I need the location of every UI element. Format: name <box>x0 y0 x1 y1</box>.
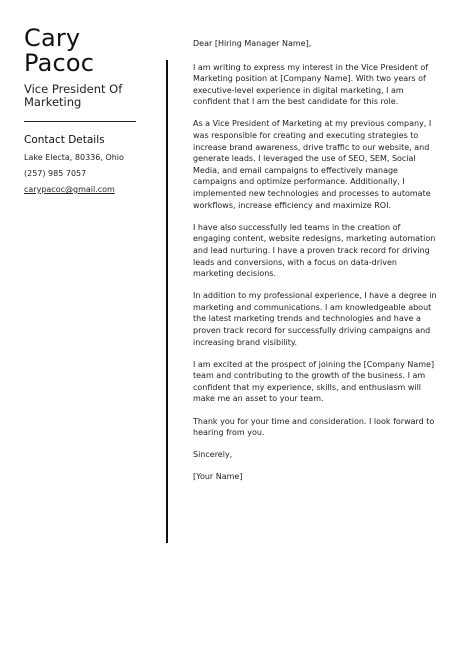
contact-heading: Contact Details <box>24 134 105 146</box>
letter-closing: Sincerely, <box>193 450 233 460</box>
letter-paragraph: Thank you for your time and consideration. I look forward to hearing from you. <box>193 416 435 438</box>
sidebar-divider <box>24 121 136 122</box>
letter-paragraph: I am excited at the prospect of joining the [Company Name] team and contributing to the growth of the business. I am confident that my experience, skills, and enthusiasm will make me an asset to your team. <box>193 359 435 404</box>
last-name: Pacoc <box>24 49 95 77</box>
job-title: Vice President Of Marketing <box>24 82 123 109</box>
contact-phone: (257) 985 7057 <box>24 169 87 178</box>
vertical-divider <box>166 60 168 543</box>
letter-body <box>193 38 438 493</box>
letter-signature: [Your Name] <box>193 472 243 482</box>
letter-paragraph: In addition to my professional experience, I have a degree in marketing and communications. I am knowledgeable about the latest marketing trends and technologies and have a proven track record for successfully driving campaigns and increasing brand visibility. <box>193 291 437 347</box>
first-name: Cary <box>24 24 81 52</box>
letter-paragraph: I am writing to express my interest in the Vice President of Marketing position at [Company Name]. With two years of executive-level experience in digital marketing, I am confident that I am the best candidate for this role. <box>193 62 429 107</box>
contact-address: Lake Electa, 80336, Ohio <box>24 153 124 162</box>
letter-paragraph: I have also successfully led teams in the creation of engaging content, website redesigns, marketing automation and lead nurturing. I have a proven track record for driving leads and conversions, with a focus on data-driven marketing decisions. <box>193 222 436 279</box>
contact-email-link[interactable]: carypacoc@gmail.com <box>24 185 115 194</box>
letter-salutation: Dear [Hiring Manager Name], <box>193 39 312 48</box>
sidebar <box>24 26 136 195</box>
letter-paragraph: As a Vice President of Marketing at my previous company, I was responsible for creating and executing strategies to increase brand awareness, drive traffic to our website, and generate leads. I leveraged the use of SEO, SEM, Social Media, and email campaigns to effectively manage campaigns and optimize performance. Additionally, I implemented new technologies and processes to automate workflows, increase efficiency and maximize ROI. <box>193 119 432 210</box>
